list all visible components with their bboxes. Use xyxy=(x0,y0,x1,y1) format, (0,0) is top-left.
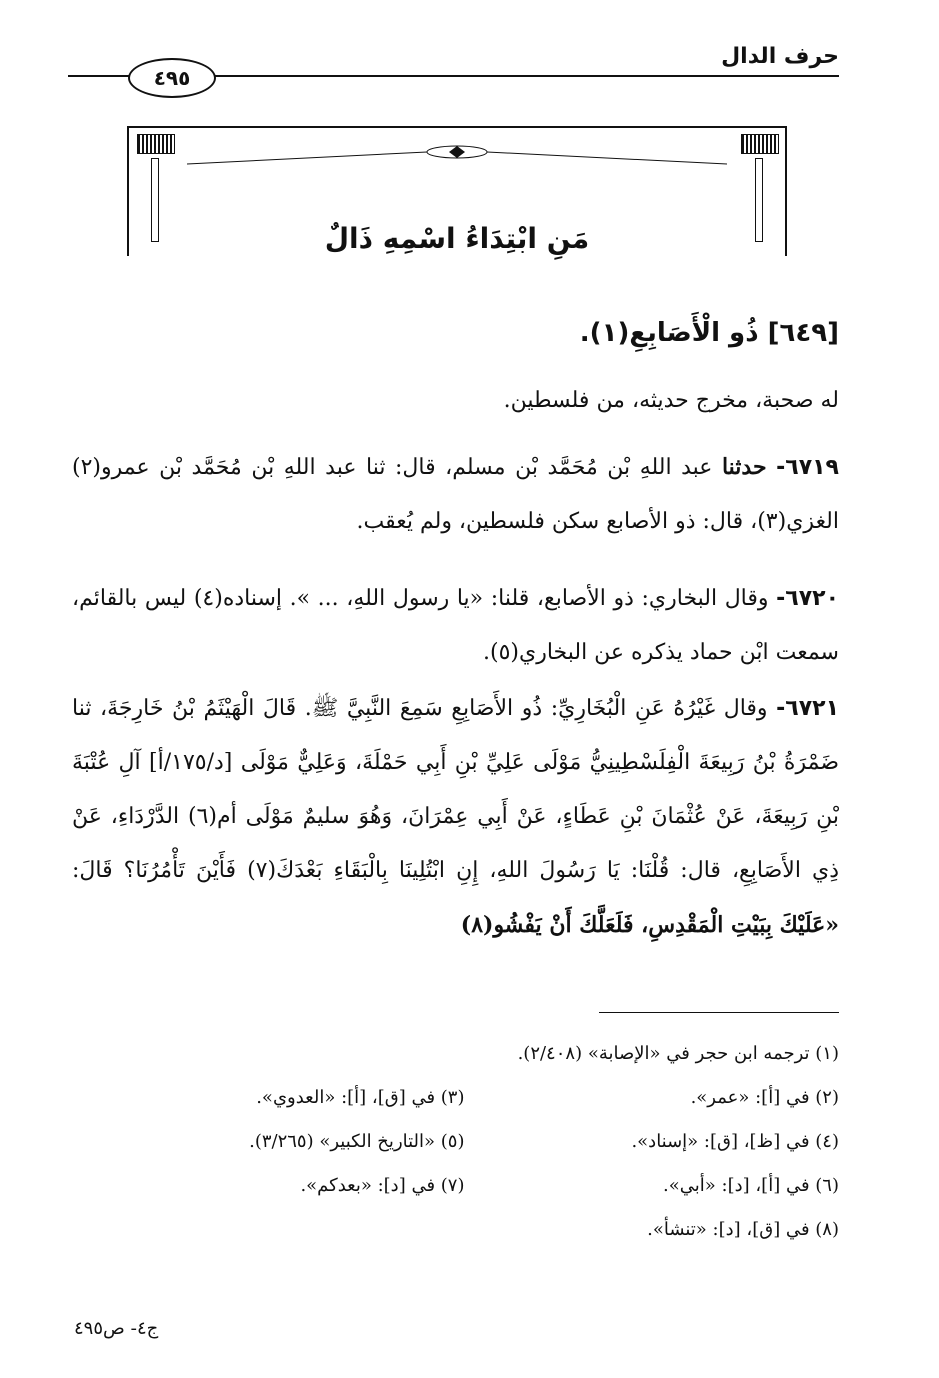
hadith-6719 xyxy=(72,440,839,549)
center-ornament-icon xyxy=(187,140,727,170)
footnote: (٢) في [أ]: «عمر». xyxy=(690,1087,839,1108)
hadith-lead: حدثنا xyxy=(721,454,767,480)
hadith-6720 xyxy=(72,572,839,680)
entry-heading: [٦٤٩] ذُو الْأَصَابِعِ(١). xyxy=(579,318,839,348)
frame-top-border xyxy=(127,126,787,128)
footnote: (٨) في [ق]، [د]: «تنشأ». xyxy=(647,1219,839,1240)
footnote: (٣) في [ق]، [أ]: «العدوي». xyxy=(256,1087,465,1108)
footnote-rule xyxy=(599,1012,839,1013)
running-title: حرف الدال xyxy=(721,44,839,69)
footnote: (٦) في [أ]، [د]: «أبي». xyxy=(663,1175,839,1196)
volume-page-ref: ج٤- ص٤٩٥ xyxy=(74,1318,159,1339)
section-title: مَنِ ابْتِدَاءُ اسْمِهِ ذَالٌ xyxy=(324,222,590,255)
hadith-quote: «عَلَيْكَ بِبَيْتِ الْمَقْدِسِ، فَلَعَلَّكَ أَنْ يَفْشُو(٨) xyxy=(460,912,839,938)
footnotes xyxy=(90,1032,839,1252)
hadith-text: وقال غَيْرُهُ عَنِ الْبُخَارِيِّ: ذُو الأَصَابِعِ سَمِعَ النَّبِيَّ ﷺ. قَالَ الْهَيْثَمُ بْنُ خَارِجَةَ، ثنا ضَمْرَةُ بْنُ رَبِيعَةَ الْفِلَسْطِينِيُّ مَوْلَى عَلِيِّ بْنِ أَبِي حَمْلَةَ، وَعَلِيٌّ مَوْلَى [د/١٧٥/أ] آلِ عُتْبَةَ بْنِ رَبِيعَةَ، عَنْ عُثْمَانَ بْنِ عَطَاءٍ، عَنْ أَبِي عِمْرَانَ، وَهُوَ سليمٌ مَوْلَى أم(٦) الدَّرْدَاءِ، عَنْ ذِي الأَصَابِعِ، قال: قُلْنَا: يَا رَسُولَ اللهِ، إِنِ ابْتُلِينَا بِالْبَقَاءِ بَعْدَكَ(٧) فَأَيْنَ تَأْمُرُنَا؟ قَالَ: xyxy=(72,696,839,883)
ornamental-frame xyxy=(127,126,787,256)
footnote: (٥) «التاريخ الكبير» (٣/٢٦٥). xyxy=(249,1131,465,1152)
hadith-text: عبد اللهِ بْن مُحَمَّد بْن مسلم، قال: ثنا عبد اللهِ بْن مُحَمَّد بْن عمرو(٢) الغزي(٣)، قال: ذو الأصابع سكن فلسطين، ولم يُعقب. xyxy=(72,455,839,534)
hadith-6721 xyxy=(72,682,839,953)
hadith-number: ٦٧٢٠- xyxy=(776,586,839,611)
hadith-text: وقال البخاري: ذو الأصابع، قلنا: «يا رسول اللهِ، ... ». إسناده(٤) ليس بالقائم، سمعت ابْن حماد يذكره عن البخاري(٥). xyxy=(72,586,839,665)
hadith-number: ٦٧٢١- xyxy=(776,696,839,721)
footnote: (٤) في [ظ]، [ق]: «إسناد». xyxy=(631,1131,839,1152)
footnote: (٧) في [د]: «بعدكم». xyxy=(300,1175,465,1196)
intro-paragraph: له صحبة، مخرج حديثه، من فلسطين. xyxy=(503,388,839,413)
page-number: ٤٩٥ xyxy=(128,58,216,98)
hadith-number: ٦٧١٩- xyxy=(776,455,839,480)
footnote: (١) ترجمه ابن حجر في «الإصابة» (٢/٤٠٨). xyxy=(517,1043,839,1064)
